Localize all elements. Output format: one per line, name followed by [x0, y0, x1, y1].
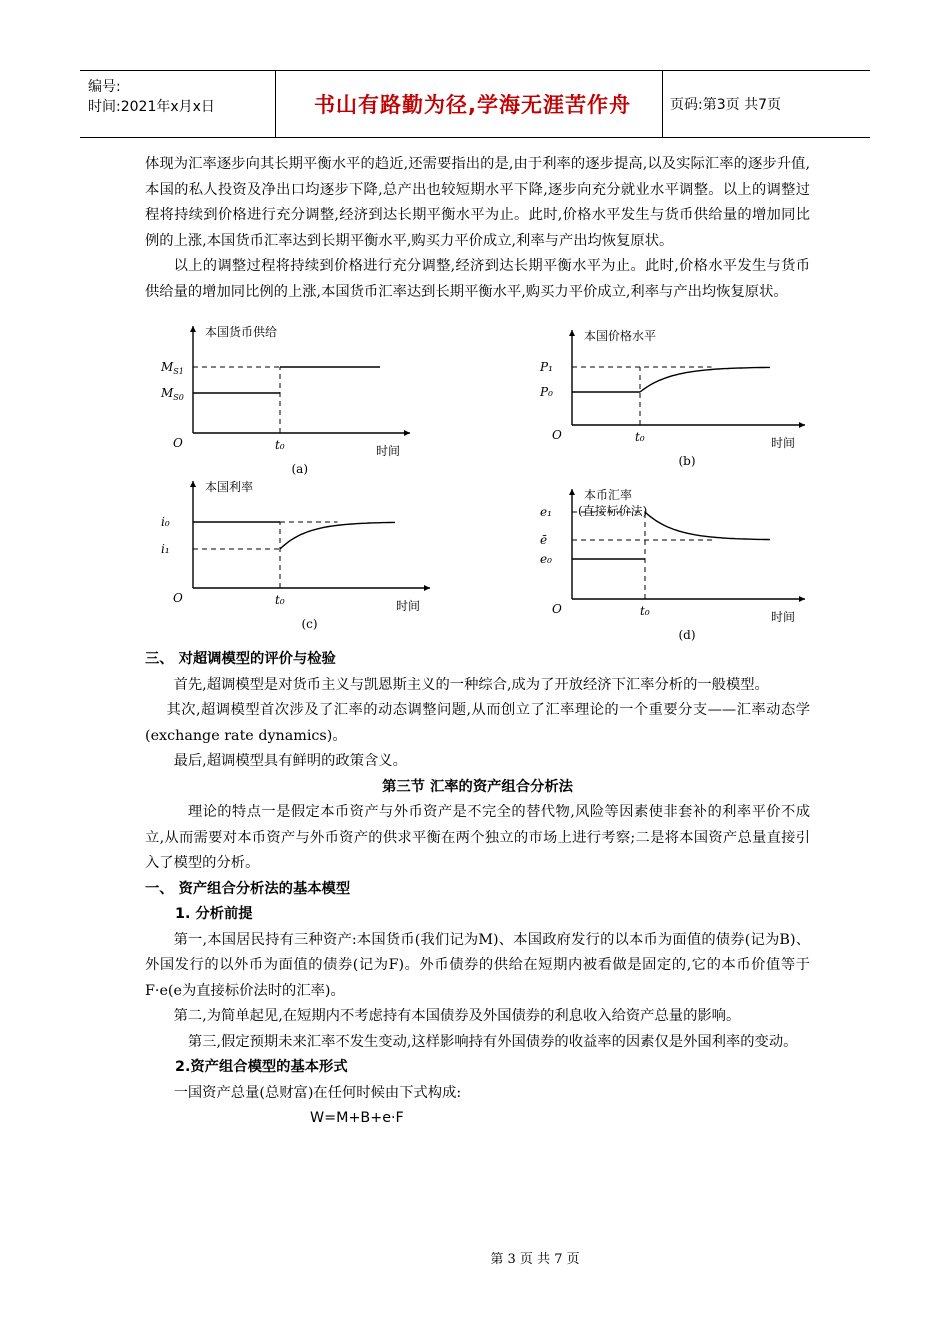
x-tick-label: t₀: [640, 604, 650, 618]
x-tick-label: t₀: [635, 430, 645, 444]
chart-c: [155, 476, 445, 641]
date-label: 时间:2021年x月x日: [88, 99, 215, 115]
y-axis-label-2: (直接标价法): [578, 504, 648, 518]
y-axis-arrow: [569, 489, 575, 495]
section-heading: 一、 资产组合分析法的基本模型: [145, 880, 351, 897]
paragraph: 第三,假定预期未来汇率不发生变动,这样影响持有外国债券的收益率的因素仅是外国利率的变动。: [187, 1033, 798, 1050]
paragraph: 首先,超调模型是对货币主义与凯恩斯主义的一种综合,成为了开放经济下汇率分析的一般模型。: [173, 676, 769, 693]
panel-label: (b): [678, 454, 696, 468]
number-label: 编号:: [88, 79, 121, 95]
y-axis-arrow: [569, 330, 575, 336]
paragraph: 第二,为简单起见,在短期内不考虑持有本国债券及外国债券的利息收入给资产总量的影响。: [173, 1008, 741, 1024]
y-level-label: i₁: [161, 542, 170, 556]
origin-label: O: [552, 428, 562, 442]
y-level-label: $M_{S0}$: [161, 386, 184, 402]
series-curve: [645, 512, 770, 540]
origin-label: O: [173, 436, 183, 450]
y-level-label: e₀: [540, 552, 552, 566]
y-level-label: $M_{S1}$: [161, 360, 184, 376]
origin-label: O: [173, 591, 183, 605]
paragraph: 一国资产总量(总财富)在任何时候由下式构成:: [173, 1084, 462, 1101]
x-axis-arrow: [424, 585, 430, 591]
x-axis-arrow: [799, 422, 805, 428]
x-tick-label: t₀: [275, 438, 285, 452]
y-level-label: ē: [540, 533, 548, 547]
header-motto: 书山有路勤为径,学海无涯苦作舟: [314, 93, 631, 117]
origin-label: O: [552, 602, 562, 616]
y-axis-arrow: [190, 481, 196, 487]
subsection-heading: 2.资产组合模型的基本形式: [175, 1059, 348, 1075]
paragraph: 其次,超调模型首次涉及了汇率的动态调整问题,从而创立了汇率理论的一个重要分支——汇率动态学(exchange rate dynamics)。: [145, 702, 810, 744]
chart-d: [530, 481, 820, 651]
series-curve: [640, 367, 770, 392]
page-header: [80, 70, 870, 138]
subsection-heading: 1. 分析前提: [175, 906, 253, 922]
footer-page-number: 第 3 页 共 7 页: [490, 1252, 580, 1267]
paragraph: 最后,超调模型具有鲜明的政策含义。: [173, 753, 407, 769]
y-axis-label: 本币汇率: [584, 488, 633, 502]
paragraph: 体现为汇率逐步向其长期平衡水平的趋近,还需要指出的是,由于利率的逐步提高,以及实际汇率的逐步升值,本国的私人投资及净出口均逐步下降,总产出也较短期水平下降,逐步向充分就业水平调整。以上的调整过程将持续到价格进行充分调整,经济到达长期平衡水平为止。此时,价格水平发生与货币供给量的增加同比例的上涨,本国货币汇率达到长期平衡水平,购买力平价成立,利率与产出均恢复原状。: [145, 156, 810, 249]
chart-c-svg: [155, 476, 445, 631]
header-divider: [662, 71, 663, 137]
header-page-info: 页码:第3页 共7页: [670, 97, 781, 113]
y-level-label: P₀: [540, 385, 553, 399]
chart-a-svg: [155, 318, 425, 476]
y-level-label: i₀: [161, 515, 170, 529]
paragraph: 理论的特点一是假定本币资产与外币资产是不完全的替代物,风险等因素使非套补的利率平价不成立,从而需要对本币资产与外币资产的供求平衡在两个独立的市场上进行考察;二是将本国资产总量直接引入了模型的分析。: [145, 804, 810, 871]
chart-a: [155, 318, 425, 478]
x-axis-label: 时间: [771, 610, 796, 624]
x-axis-label: 时间: [771, 436, 796, 450]
x-axis-label: 时间: [376, 444, 401, 458]
y-axis-label: 本国价格水平: [584, 329, 657, 343]
x-axis-label: 时间: [396, 599, 421, 613]
chart-d-svg: [530, 481, 820, 641]
x-tick-label: t₀: [275, 593, 285, 607]
chart-b: [530, 325, 820, 485]
section-heading: 三、 对超调模型的评价与检验: [145, 651, 336, 667]
panel-label: (a): [291, 462, 309, 476]
x-axis-arrow: [404, 430, 410, 436]
document-body: [145, 152, 810, 1132]
header-meta: [88, 77, 215, 117]
paragraph: 以上的调整过程将持续到价格进行充分调整,经济到达长期平衡水平为止。此时,价格水平发生与货币供给量的增加同比例的上涨,本国货币汇率达到长期平衡水平,购买力平价成立,利率与产出均恢复原状。: [145, 258, 810, 300]
chart-b-svg: [530, 325, 820, 475]
page-footer: [0, 1248, 950, 1267]
figure-grid: [145, 313, 810, 643]
y-level-label: e₁: [540, 505, 552, 519]
paragraph: 第一,本国居民持有三种资产:本国货币(我们记为M)、本国政府发行的以本币为面值的债券(记为B)、外国发行的以外币为面值的债券(记为F)。外币债券的供给在短期内被看做是固定的,它的本币价值等于F·e(e为直接标价法时的汇率)。: [145, 931, 810, 999]
y-axis-arrow: [190, 326, 196, 332]
panel-label: (c): [301, 617, 318, 631]
chapter-heading: 第三节 汇率的资产组合分析法: [382, 778, 573, 795]
y-axis-label: 本国货币供给: [205, 325, 278, 339]
y-axis-label: 本国利率: [205, 480, 254, 494]
header-divider: [275, 71, 276, 137]
series-curve: [280, 522, 395, 549]
y-level-label: P₁: [540, 360, 553, 374]
formula: W=M+B+e·F: [310, 1110, 404, 1126]
x-axis-arrow: [799, 596, 805, 602]
panel-label: (d): [678, 628, 696, 642]
